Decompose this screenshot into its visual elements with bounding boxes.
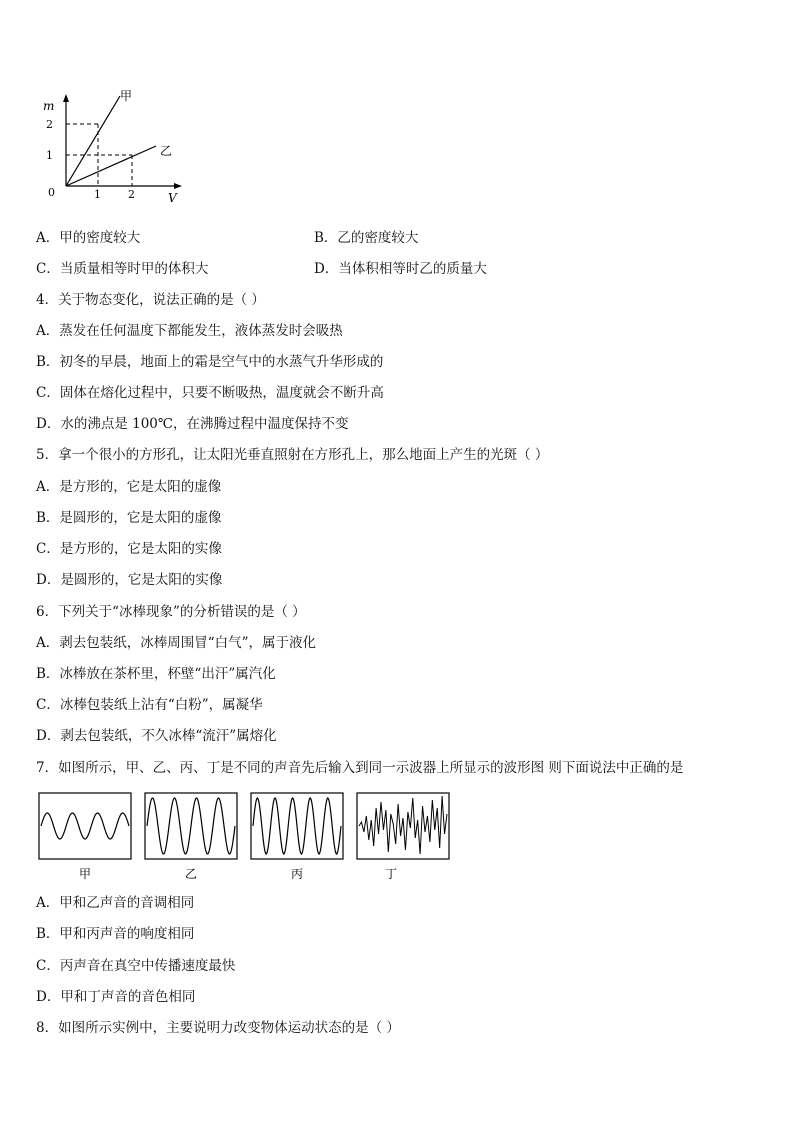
wave-yi <box>147 798 235 854</box>
line-yi-label: 乙 <box>160 144 173 158</box>
q5-option-a: A．是方形的，它是太阳的虚像 <box>36 479 222 495</box>
q3-option-d: D．当体积相等时乙的质量大 <box>314 261 487 277</box>
q5-option-d: D．是圆形的，它是太阳的实像 <box>36 572 223 588</box>
wave-label-yi: 乙 <box>184 867 198 881</box>
wave-ding <box>359 796 447 854</box>
q7-option-b: B．甲和丙声音的响度相同 <box>36 926 195 942</box>
mass-volume-graph-svg <box>30 84 200 204</box>
q3-option-c: C．当质量相等时甲的体积大 <box>36 261 209 277</box>
x-tick-2: 2 <box>128 188 135 201</box>
q4-option-b: B．初冬的早晨，地面上的霜是空气中的水蒸气升华形成的 <box>36 354 384 370</box>
x-axis-arrow <box>174 183 182 189</box>
line-yi <box>66 146 156 186</box>
wave-box-jia <box>39 793 131 859</box>
wave-label-bing: 丙 <box>290 867 304 881</box>
q4-stem: 4．关于物态变化，说法正确的是（ ） <box>36 292 265 308</box>
y-axis-label: m <box>43 99 55 113</box>
q5-option-c: C．是方形的，它是太阳的实像 <box>36 541 222 557</box>
q8-stem: 8．如图所示实例中，主要说明力改变物体运动状态的是（ ） <box>36 1020 400 1036</box>
origin-label: 0 <box>48 186 55 199</box>
q4-option-d: D．水的沸点是 100℃，在沸腾过程中温度保持不变 <box>36 416 349 432</box>
q7-option-a: A．甲和乙声音的音调相同 <box>36 895 195 911</box>
y-tick-2: 2 <box>46 118 53 131</box>
wave-label-jia: 甲 <box>78 867 92 881</box>
wave-bing <box>253 798 341 854</box>
q6-stem: 6．下列关于“冰棒现象”的分析错误的是（ ） <box>36 604 306 620</box>
oscilloscope-waveforms <box>38 792 458 888</box>
q3-option-a: A．甲的密度较大 <box>36 230 141 246</box>
x-axis-label: V <box>168 191 177 204</box>
q3-option-b: B．乙的密度较大 <box>314 230 419 246</box>
y-axis-arrow <box>63 94 69 102</box>
wave-label-ding: 丁 <box>384 867 398 881</box>
waveforms-svg <box>38 792 458 884</box>
q4-option-a: A．蒸发在任何温度下都能发生，液体蒸发时会吸热 <box>36 323 343 339</box>
q6-option-a: A．剥去包装纸，冰棒周围冒“白气”，属于液化 <box>36 635 317 651</box>
q7-stem: 7．如图所示，甲、乙、丙、丁是不同的声音先后输入到同一示波器上所显示的波形图 则下面说法中正确的是 <box>36 760 684 776</box>
q5-option-b: B．是圆形的，它是太阳的虚像 <box>36 510 222 526</box>
mass-volume-graph <box>30 84 200 208</box>
q7-option-d: D．甲和丁声音的音色相同 <box>36 989 196 1005</box>
x-tick-1: 1 <box>94 188 101 201</box>
line-jia <box>66 96 120 186</box>
q6-option-b: B．冰棒放在茶杯里，杯壁“出汗”属汽化 <box>36 666 276 682</box>
q7-option-c: C．丙声音在真空中传播速度最快 <box>36 958 236 974</box>
wave-jia <box>41 813 129 839</box>
y-tick-1: 1 <box>46 149 53 162</box>
q5-stem: 5．拿一个很小的方形孔，让太阳光垂直照射在方形孔上，那么地面上产生的光斑（ ） <box>36 447 549 463</box>
q6-option-d: D．剥去包装纸，不久冰棒“流汗”属熔化 <box>36 728 277 744</box>
line-jia-label: 甲 <box>120 89 133 103</box>
q4-option-c: C．固体在熔化过程中，只要不断吸热，温度就会不断升高 <box>36 385 384 401</box>
q6-option-c: C．冰棒包装纸上沾有“白粉”，属凝华 <box>36 697 263 713</box>
